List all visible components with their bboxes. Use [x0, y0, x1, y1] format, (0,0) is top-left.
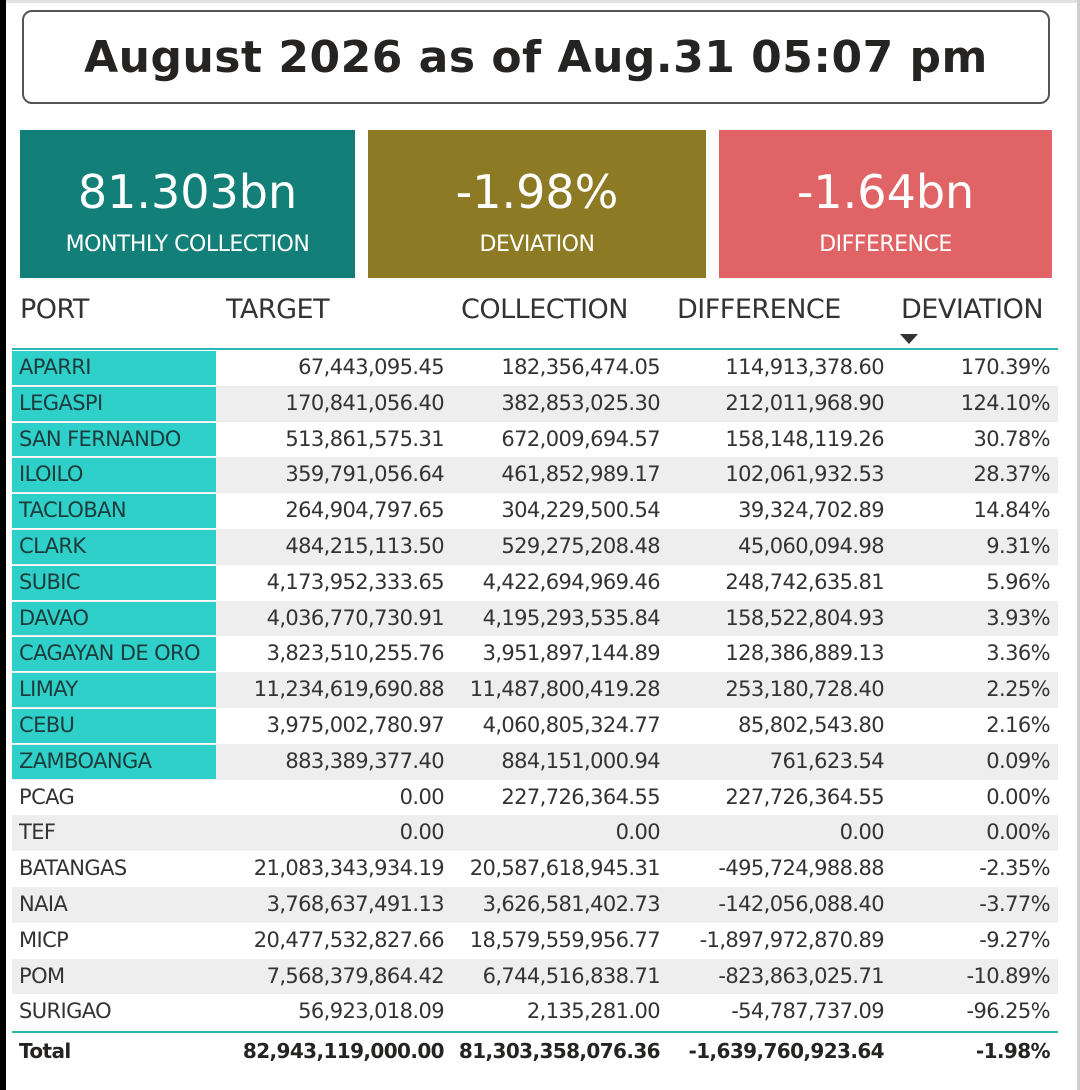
collection-cell: 0.00	[615, 820, 660, 845]
table-row[interactable]	[12, 565, 1058, 601]
difference-value: -1.64bn	[796, 165, 975, 219]
table-row[interactable]	[12, 959, 1058, 995]
monthly-collection-label: MONTHLY COLLECTION	[65, 232, 310, 257]
target-cell: 67,443,095.45	[298, 355, 444, 379]
target-cell: 20,477,532,827.66	[253, 927, 444, 952]
table-header-row	[0, 290, 1080, 342]
difference-card[interactable]	[719, 130, 1052, 278]
table-row[interactable]	[12, 601, 1058, 637]
port-cell: CAGAYAN DE ORO	[12, 637, 216, 671]
table-row[interactable]	[12, 457, 1058, 493]
difference-cell: 227,726,364.55	[725, 784, 884, 809]
deviation-cell: -2.35%	[979, 856, 1050, 881]
difference-cell: 158,148,119.26	[725, 426, 884, 451]
port-cell: CEBU	[12, 709, 216, 743]
collection-cell: 11,487,800,419.28	[469, 677, 660, 702]
port-cell: TACLOBAN	[12, 494, 216, 528]
port-cell: DAVAO	[12, 602, 216, 636]
port-cell: ZAMBOANGA	[12, 745, 216, 779]
total-divider	[12, 1031, 1058, 1033]
column-header-collection[interactable]: COLLECTION	[461, 294, 629, 325]
column-header-target[interactable]: TARGET	[226, 294, 330, 325]
target-cell: 7,568,379,864.42	[266, 963, 444, 988]
collection-cell: 884,151,000.94	[501, 748, 660, 773]
deviation-cell: 0.00%	[986, 820, 1050, 845]
deviation-cell: 9.31%	[986, 533, 1050, 558]
collection-cell: 672,009,694.57	[501, 426, 660, 451]
table-row[interactable]	[12, 744, 1058, 780]
port-cell: TEF	[19, 820, 56, 845]
table-row[interactable]	[12, 350, 1058, 386]
target-cell: 21,083,343,934.19	[253, 856, 444, 881]
difference-cell: 114,913,378.60	[725, 355, 884, 379]
collection-cell: 304,229,500.54	[501, 498, 660, 523]
table-row[interactable]	[12, 708, 1058, 744]
difference-cell: -823,863,025.71	[718, 963, 884, 988]
target-cell: 0.00	[399, 784, 444, 809]
target-cell: 513,861,575.31	[285, 426, 444, 451]
deviation-cell: 170.39%	[960, 355, 1050, 379]
port-cell: APARRI	[12, 351, 216, 385]
deviation-cell: -10.89%	[966, 963, 1050, 988]
target-cell: 170,841,056.40	[285, 390, 444, 415]
deviation-cell: 0.00%	[986, 784, 1050, 809]
monthly-collection-value: 81.303bn	[77, 165, 298, 219]
port-cell: LIMAY	[12, 673, 216, 707]
deviation-cell: 30.78%	[973, 426, 1050, 451]
table-body	[12, 350, 1058, 1030]
target-cell: 56,923,018.09	[298, 999, 444, 1024]
deviation-cell: 2.25%	[986, 677, 1050, 702]
deviation-cell: 124.10%	[960, 390, 1050, 415]
difference-label: DIFFERENCE	[819, 232, 952, 257]
deviation-cell: 28.37%	[973, 462, 1050, 487]
port-cell: SAN FERNANDO	[12, 423, 216, 457]
target-cell: 4,036,770,730.91	[266, 605, 444, 630]
table-row[interactable]	[12, 815, 1058, 851]
collection-cell: 4,195,293,535.84	[482, 605, 660, 630]
collection-cell: 3,951,897,144.89	[482, 641, 660, 666]
difference-cell: 253,180,728.40	[725, 677, 884, 702]
column-header-deviation[interactable]: DEVIATION	[901, 294, 1044, 325]
table-row[interactable]	[12, 386, 1058, 422]
collection-cell: 529,275,208.48	[501, 533, 660, 558]
difference-cell: 85,802,543.80	[738, 712, 884, 737]
collection-cell: 4,422,694,969.46	[482, 569, 660, 594]
table-row[interactable]	[12, 851, 1058, 887]
deviation-cell: 3.36%	[986, 641, 1050, 666]
difference-cell: -54,787,737.09	[731, 999, 884, 1024]
difference-cell: 212,011,968.90	[725, 390, 884, 415]
difference-cell: 158,522,804.93	[725, 605, 884, 630]
deviation-cell: -3.77%	[979, 891, 1050, 916]
column-header-difference[interactable]: DIFFERENCE	[677, 294, 841, 325]
target-cell: 359,791,056.64	[285, 462, 444, 487]
window-left-edge	[0, 0, 6, 1090]
difference-cell: 761,623.54	[769, 748, 884, 773]
window-top-edge	[0, 0, 1080, 3]
target-cell: 0.00	[399, 820, 444, 845]
deviation-cell: 2.16%	[986, 712, 1050, 737]
target-cell: 883,389,377.40	[285, 748, 444, 773]
collection-cell: 18,579,559,956.77	[469, 927, 660, 952]
deviation-cell: -96.25%	[966, 999, 1050, 1024]
port-cell: PCAG	[19, 784, 75, 809]
difference-cell: 0.00	[839, 820, 884, 845]
table-row[interactable]	[12, 493, 1058, 529]
difference-cell: 39,324,702.89	[738, 498, 884, 523]
target-cell: 4,173,952,333.65	[266, 569, 444, 594]
difference-cell: 128,386,889.13	[725, 641, 884, 666]
total-target: 82,943,119,000.00	[242, 1039, 444, 1063]
table-row[interactable]	[12, 780, 1058, 816]
total-row	[12, 1034, 1058, 1068]
port-cell: CLARK	[12, 530, 216, 564]
port-cell: NAIA	[19, 891, 68, 916]
deviation-card[interactable]	[368, 130, 706, 278]
target-cell: 3,823,510,255.76	[266, 641, 444, 666]
port-cell: ILOILO	[12, 458, 216, 492]
total-collection: 81,303,358,076.36	[458, 1039, 660, 1063]
difference-cell: 248,742,635.81	[725, 569, 884, 594]
deviation-value: -1.98%	[455, 165, 619, 219]
report-title: August 2026 as of Aug.31 05:07 pm	[84, 31, 988, 83]
port-cell: SUBIC	[12, 566, 216, 600]
table-row[interactable]	[12, 994, 1058, 1030]
collection-cell: 20,587,618,945.31	[469, 856, 660, 881]
collection-cell: 3,626,581,402.73	[482, 891, 660, 916]
difference-cell: 102,061,932.53	[725, 462, 884, 487]
collection-cell: 6,744,516,838.71	[482, 963, 660, 988]
deviation-cell: 0.09%	[986, 748, 1050, 773]
table-row[interactable]	[12, 422, 1058, 458]
deviation-label: DEVIATION	[479, 232, 595, 257]
collection-cell: 227,726,364.55	[501, 784, 660, 809]
collection-cell: 4,060,805,324.77	[482, 712, 660, 737]
target-cell: 11,234,619,690.88	[253, 677, 444, 702]
deviation-cell: 14.84%	[973, 498, 1050, 523]
difference-cell: -495,724,988.88	[718, 856, 884, 881]
table-row[interactable]	[12, 672, 1058, 708]
difference-cell: 45,060,094.98	[738, 533, 884, 558]
port-cell: BATANGAS	[19, 856, 127, 881]
table-row[interactable]	[12, 923, 1058, 959]
table-row[interactable]	[12, 529, 1058, 565]
collection-cell: 382,853,025.30	[501, 390, 660, 415]
deviation-cell: 5.96%	[986, 569, 1050, 594]
column-header-port[interactable]: PORT	[20, 294, 89, 325]
monthly-collection-card[interactable]	[20, 130, 355, 278]
collection-cell: 182,356,474.05	[501, 355, 660, 379]
collection-cell: 461,852,989.17	[501, 462, 660, 487]
target-cell: 484,215,113.50	[285, 533, 444, 558]
port-cell: LEGASPI	[12, 387, 216, 421]
total-label: Total	[19, 1039, 71, 1063]
table-row[interactable]	[12, 887, 1058, 923]
difference-cell: -1,897,972,870.89	[699, 927, 884, 952]
report-title-box	[22, 10, 1050, 104]
port-cell: SURIGAO	[19, 999, 112, 1024]
collection-cell: 2,135,281.00	[526, 999, 660, 1024]
target-cell: 3,768,637,491.13	[266, 891, 444, 916]
target-cell: 264,904,797.65	[285, 498, 444, 523]
deviation-cell: -9.27%	[979, 927, 1050, 952]
target-cell: 3,975,002,780.97	[266, 712, 444, 737]
total-deviation: -1.98%	[975, 1039, 1050, 1063]
difference-cell: -142,056,088.40	[718, 891, 884, 916]
port-cell: MICP	[19, 927, 69, 952]
sort-descending-icon[interactable]	[900, 334, 918, 344]
total-difference: -1,639,760,923.64	[688, 1039, 884, 1063]
table-row[interactable]	[12, 636, 1058, 672]
deviation-cell: 3.93%	[986, 605, 1050, 630]
port-cell: POM	[19, 963, 65, 988]
